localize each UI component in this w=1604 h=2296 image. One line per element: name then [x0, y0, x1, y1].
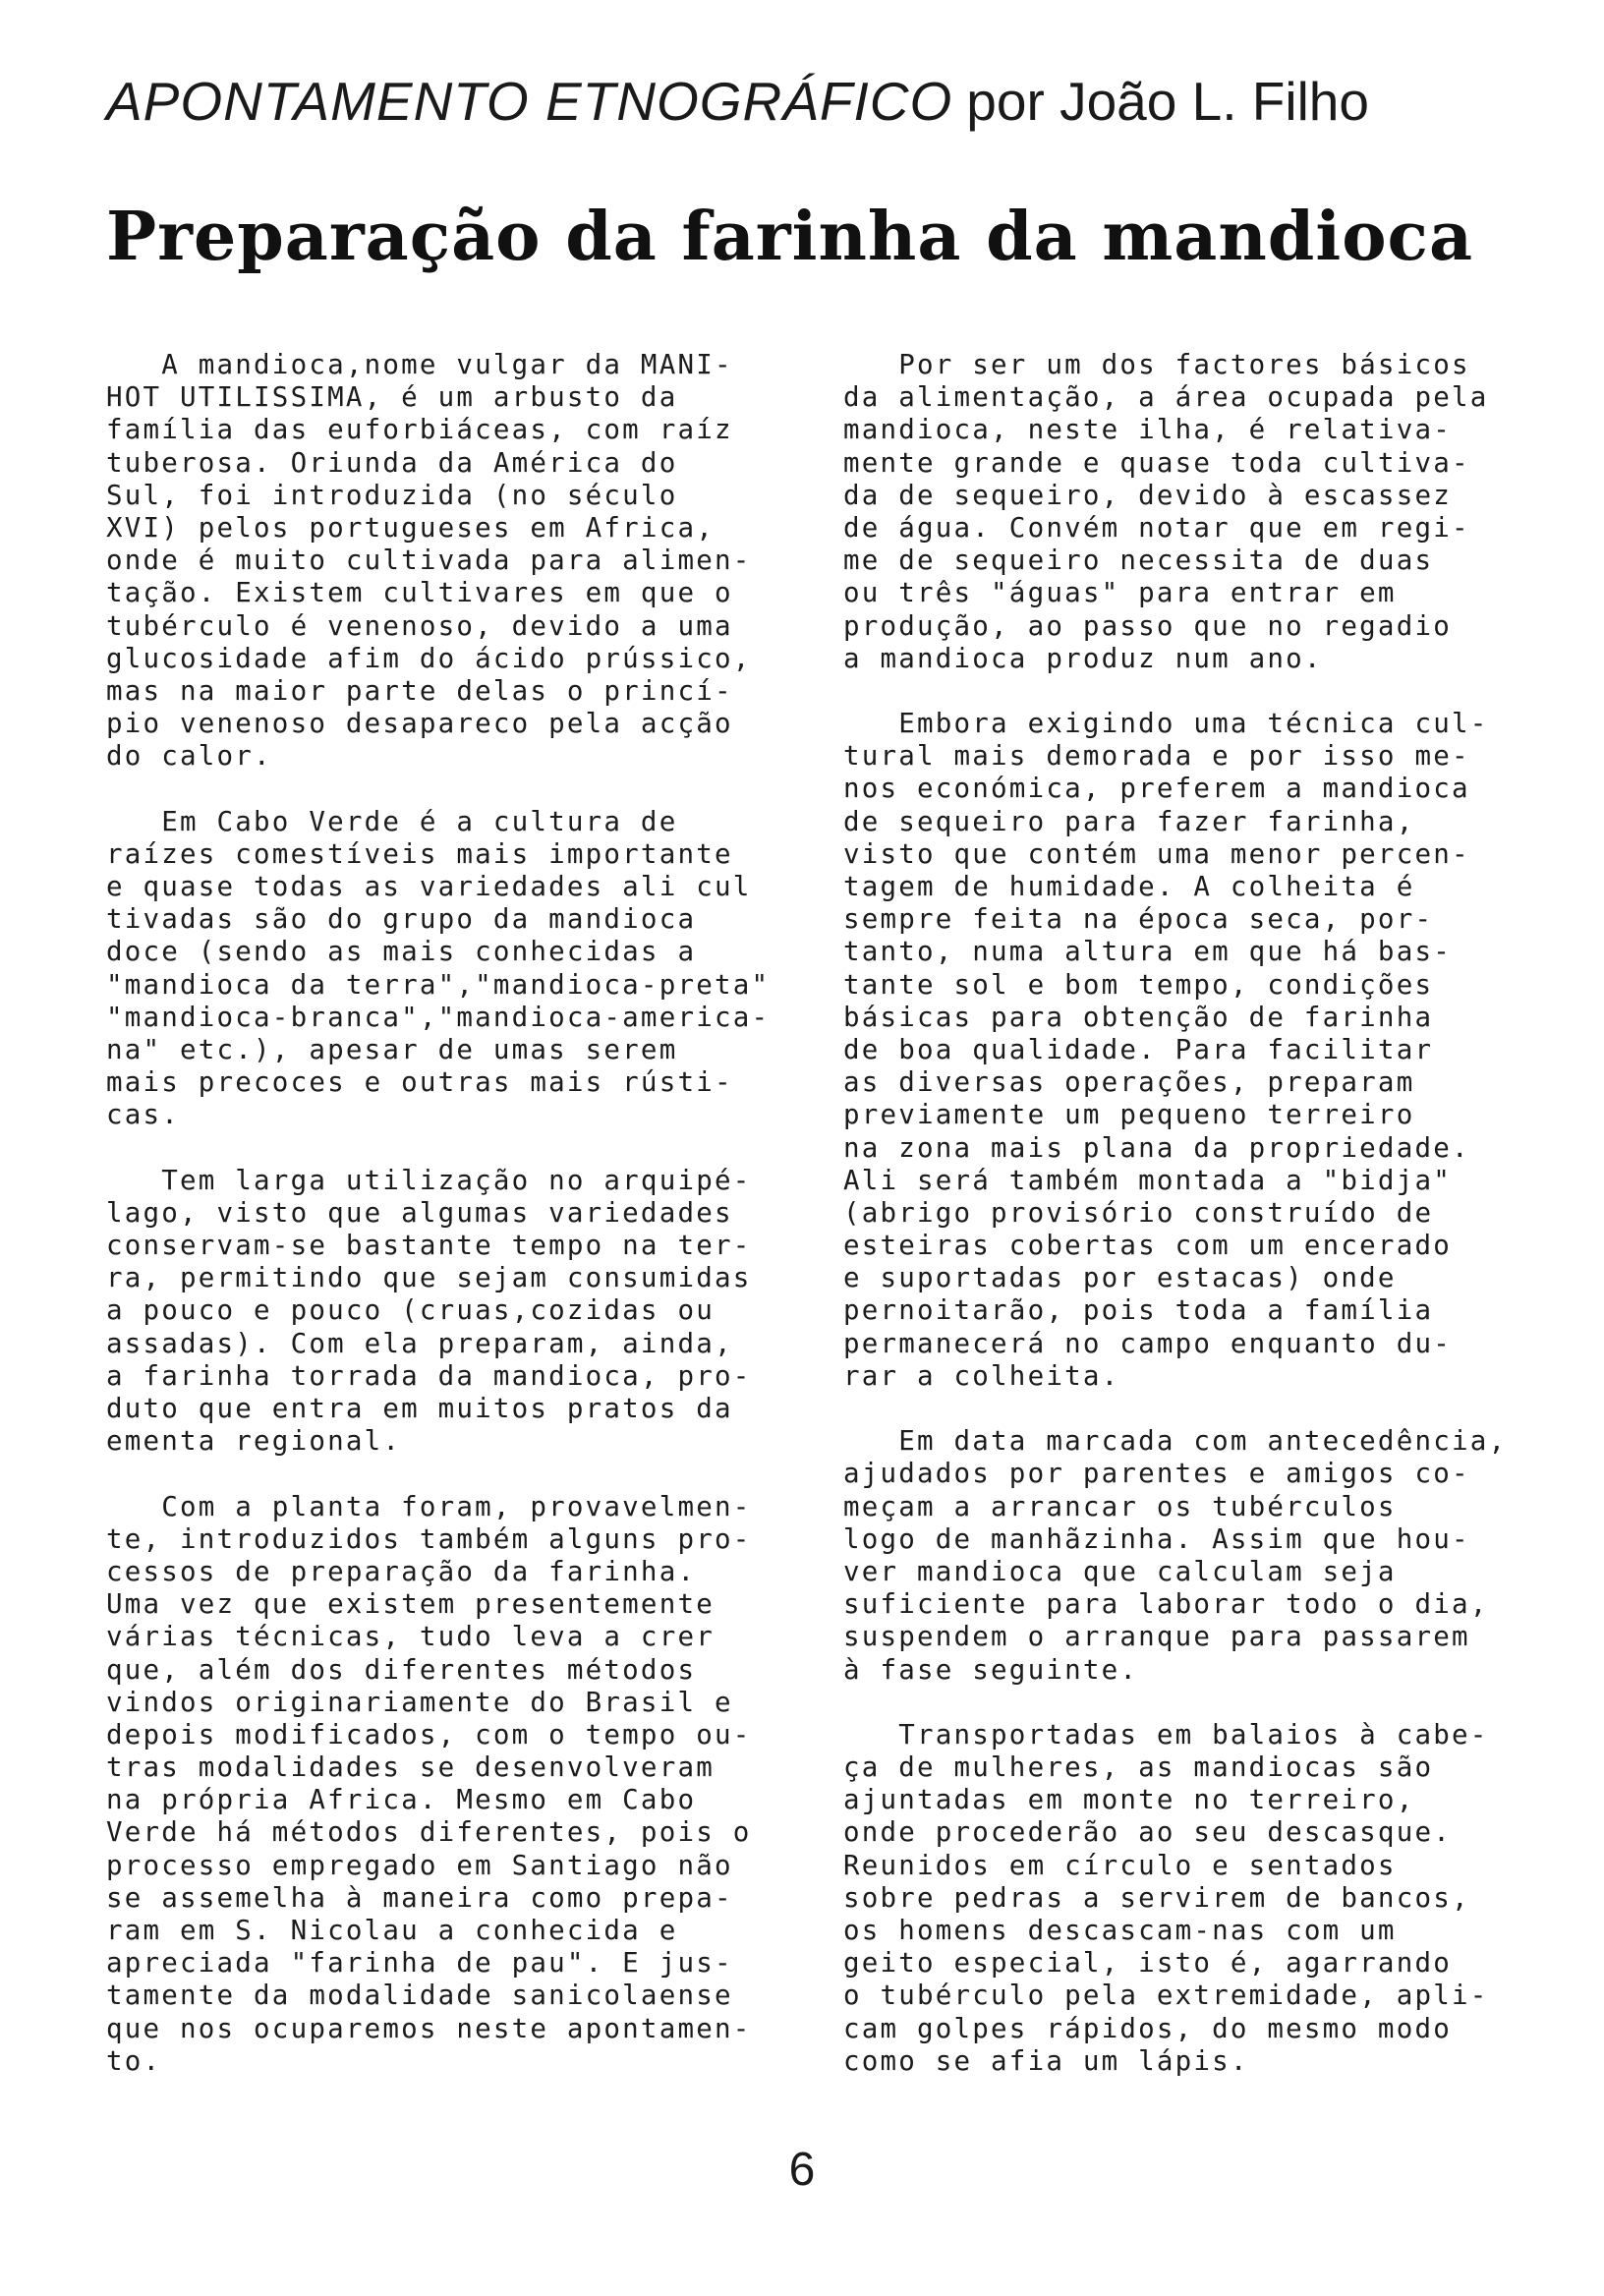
- text-line: meçam a arrancar os tubérculos: [843, 1490, 1397, 1522]
- text-line: doce (sendo as mais conhecidas a: [106, 936, 697, 968]
- text-line: Por ser um dos factores básicos: [843, 349, 1470, 380]
- text-line: nos económica, preferem a mandioca: [843, 773, 1470, 805]
- text-line: "mandioca da terra","mandioca-preta": [106, 968, 771, 1001]
- text-line: cam golpes rápidos, do mesmo modo: [843, 2012, 1452, 2044]
- text-line: Embora exigindo uma técnica cul-: [843, 708, 1489, 740]
- text-line: a pouco e pouco (cruas,cozidas ou: [106, 1294, 715, 1327]
- text-line: Transportadas em balaios à cabe-: [843, 1718, 1489, 1751]
- text-line: a farinha torrada da mandioca, pro-: [106, 1359, 752, 1392]
- text-line: tuberosa. Oriunda da América do: [106, 446, 678, 479]
- text-line: de água. Convém notar que em regi-: [843, 511, 1470, 544]
- text-line: sobre pedras a servirem de bancos,: [843, 1881, 1470, 1914]
- text-line: Verde há métodos diferentes, pois o: [106, 1816, 752, 1849]
- text-line: XVI) pelos portugueses em Africa,: [106, 511, 715, 544]
- text-line: Com a planta foram, provavelmen-: [106, 1490, 752, 1522]
- text-line: tante sol e bom tempo, condições: [843, 968, 1434, 1001]
- paragraph: [106, 1491, 814, 2078]
- text-line: to.: [106, 2044, 162, 2077]
- paragraph: [843, 708, 1551, 1393]
- text-line: mas na maior parte delas o princí-: [106, 674, 733, 707]
- text-line: na" etc.), apesar de umas serem: [106, 1033, 678, 1065]
- text-line: raízes comestíveis mais importante: [106, 837, 733, 870]
- text-line: o tubérculo pela extremidade, apli-: [843, 1980, 1489, 2012]
- text-line: ça de mulheres, as mandiocas são: [843, 1751, 1434, 1784]
- text-line: pio venenoso desapareco pela acção: [106, 708, 733, 740]
- text-line: suficiente para laborar todo o dia,: [843, 1588, 1489, 1621]
- author-byline: por João L. Filho: [966, 71, 1369, 132]
- text-line: mandioca, neste ilha, é relativa-: [843, 414, 1452, 446]
- text-line: da alimentação, a área ocupada pela: [843, 381, 1489, 414]
- text-line: tação. Existem cultivares em que o: [106, 577, 733, 609]
- text-line: previamente um pequeno terreiro: [843, 1099, 1415, 1131]
- text-line: produção, ao passo que no regadio: [843, 609, 1452, 642]
- text-line: ou três "águas" para entrar em: [843, 577, 1397, 609]
- text-line: duto que entra em muitos pratos da: [106, 1393, 733, 1424]
- text-line: tras modalidades se desenvolveram: [106, 1751, 715, 1784]
- text-line: como se afia um lápis.: [843, 2044, 1249, 2077]
- text-line: depois modificados, com o tempo ou-: [106, 1718, 752, 1751]
- text-line: cessos de preparação da farinha.: [106, 1555, 697, 1587]
- text-line: A mandioca,nome vulgar da MANI-: [106, 349, 733, 380]
- text-line: tamente da modalidade sanicolaense: [106, 1980, 733, 2012]
- text-line: Sul, foi introduzida (no século: [106, 479, 678, 511]
- text-line: mente grande e quase toda cultiva-: [843, 446, 1470, 479]
- text-line: sempre feita na época seca, por-: [843, 903, 1434, 936]
- text-line: básicas para obtenção de farinha: [843, 1001, 1434, 1033]
- text-line: mais precoces e outras mais rústi-: [106, 1066, 733, 1099]
- text-line: se assemelha à maneira como prepa-: [106, 1881, 733, 1914]
- text-line: rar a colheita.: [843, 1359, 1120, 1392]
- text-line: me de sequeiro necessita de duas: [843, 545, 1434, 577]
- text-line: apreciada "farinha de pau". E jus-: [106, 1947, 733, 1980]
- text-line: processo empregado em Santiago não: [106, 1849, 733, 1881]
- text-line: várias técnicas, tudo leva a crer: [106, 1621, 715, 1653]
- text-line: geito especial, isto é, agarrando: [843, 1947, 1452, 1980]
- text-line: e suportadas por estacas) onde: [843, 1262, 1397, 1294]
- page-number: 6: [788, 2144, 816, 2196]
- text-line: assadas). Com ela preparam, ainda,: [106, 1327, 733, 1359]
- paragraph: [843, 1719, 1551, 2078]
- text-line: tubérculo é venenoso, devido a uma: [106, 609, 733, 642]
- left-column: [106, 349, 814, 2110]
- text-line: lago, visto que algumas variedades: [106, 1196, 733, 1229]
- text-line: visto que contém uma menor percen-: [843, 837, 1470, 870]
- right-column: [843, 349, 1551, 2110]
- text-line: "mandioca-branca","mandioca-america-: [106, 1001, 771, 1033]
- text-line: família das euforbiáceas, com raíz: [106, 414, 733, 446]
- text-line: (abrigo provisório construído de: [843, 1196, 1434, 1229]
- text-line: ver mandioca que calculam seja: [843, 1555, 1397, 1587]
- text-line: ram em S. Nicolau a conhecida e: [106, 1915, 678, 1946]
- text-line: Uma vez que existem presentemente: [106, 1588, 715, 1621]
- text-line: glucosidade afim do ácido prússico,: [106, 642, 752, 674]
- paragraph: [106, 1165, 814, 1459]
- text-line: Reunidos em círculo e sentados: [843, 1849, 1397, 1881]
- text-line: vindos originariamente do Brasil e: [106, 1686, 733, 1718]
- paragraph: [843, 349, 1551, 675]
- text-line: à fase seguinte.: [843, 1653, 1139, 1686]
- text-line: Em Cabo Verde é a cultura de: [106, 805, 678, 837]
- text-line: onde é muito cultivada para alimen-: [106, 545, 752, 577]
- paragraph: [843, 1425, 1551, 1687]
- text-line: onde procederão ao seu descasque.: [843, 1816, 1452, 1849]
- text-line: esteiras cobertas com um encerado: [843, 1230, 1452, 1262]
- text-line: tural mais demorada e por isso me-: [843, 740, 1470, 773]
- text-line: tagem de humidade. A colheita é: [843, 871, 1415, 902]
- text-line: na zona mais plana da propriedade.: [843, 1131, 1470, 1164]
- paragraph: [106, 349, 814, 773]
- text-line: que, além dos diferentes métodos: [106, 1653, 697, 1686]
- text-line: ajuntadas em monte no terreiro,: [843, 1784, 1415, 1816]
- text-line: de boa qualidade. Para facilitar: [843, 1033, 1434, 1065]
- text-line: HOT UTILISSIMA, é um arbusto da: [106, 381, 678, 414]
- text-line: Em data marcada com antecedência,: [843, 1425, 1508, 1458]
- text-line: os homens descascam-nas com um: [843, 1915, 1397, 1946]
- article-title: Preparação da farinha da mandioca: [106, 198, 1474, 276]
- article-header: [106, 67, 1502, 136]
- text-line: permanecerá no campo enquanto du-: [843, 1327, 1452, 1359]
- text-line: ajudados por parentes e amigos co-: [843, 1458, 1470, 1490]
- text-line: que nos ocuparemos neste apontamen-: [106, 2012, 752, 2044]
- text-line: Tem larga utilização no arquipé-: [106, 1164, 752, 1196]
- text-line: e quase todas as variedades ali cul: [106, 871, 752, 902]
- text-line: do calor.: [106, 740, 272, 773]
- series-title: APONTAMENTO ETNOGRÁFICO: [106, 71, 953, 132]
- text-line: tivadas são do grupo da mandioca: [106, 903, 697, 936]
- text-line: te, introduzidos também alguns pro-: [106, 1522, 752, 1555]
- text-line: tanto, numa altura em que há bas-: [843, 936, 1452, 968]
- text-line: logo de manhãzinha. Assim que hou-: [843, 1522, 1470, 1555]
- text-line: de sequeiro para fazer farinha,: [843, 805, 1415, 837]
- text-line: Ali será também montada a "bidja": [843, 1164, 1452, 1196]
- text-line: ra, permitindo que sejam consumidas: [106, 1262, 752, 1294]
- text-line: pernoitarão, pois toda a família: [843, 1294, 1434, 1327]
- text-line: da de sequeiro, devido à escassez: [843, 479, 1452, 511]
- text-line: as diversas operações, preparam: [843, 1066, 1415, 1099]
- text-line: ementa regional.: [106, 1425, 402, 1458]
- text-line: suspendem o arranque para passarem: [843, 1621, 1470, 1653]
- text-line: a mandioca produz num ano.: [843, 642, 1323, 674]
- paragraph: [106, 806, 814, 1132]
- text-line: cas.: [106, 1099, 181, 1131]
- text-line: na própria Africa. Mesmo em Cabo: [106, 1784, 697, 1816]
- text-line: conservam-se bastante tempo na ter-: [106, 1230, 752, 1262]
